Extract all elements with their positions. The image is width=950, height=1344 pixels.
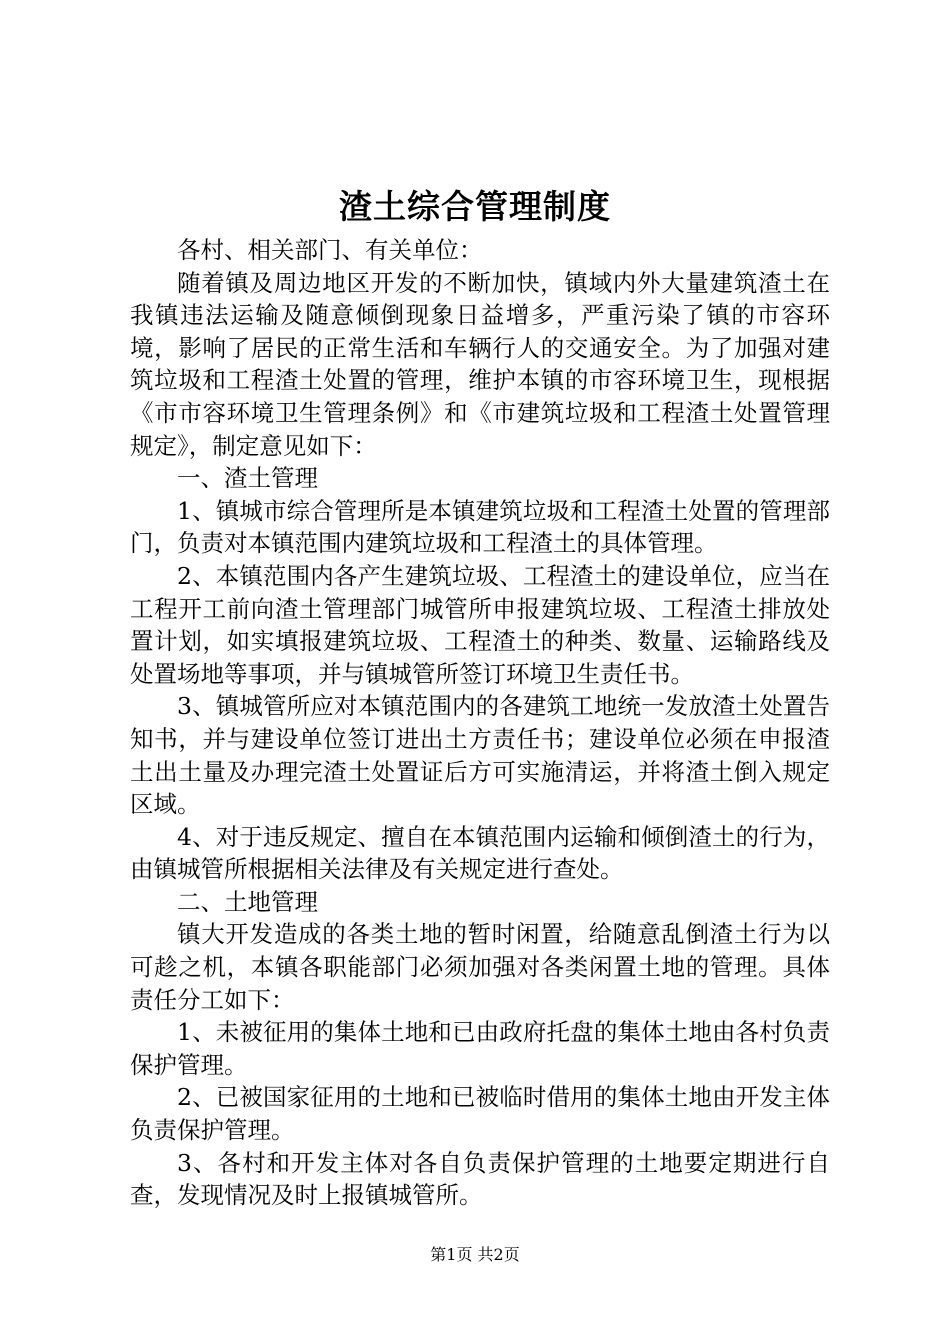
page-number-footer: 第1页 共2页: [430, 1245, 520, 1264]
paragraph-item: 1、未被征用的集体土地和已由政府托盘的集体土地由各村负责保护管理。: [130, 1018, 830, 1079]
document-body: [130, 234, 830, 1212]
section-heading-land-management: 二、土地管理: [177, 887, 318, 916]
document-title: 渣土综合管理制度: [339, 187, 611, 226]
paragraph-item: 4、对于违反规定、擅自在本镇范围内运输和倾倒渣土的行为，由镇城管所根据相关法律及有关规定进行查处。: [130, 822, 830, 884]
paragraph-item: 3、各村和开发主体对各自负责保护管理的土地要定期进行自查，发现情况及时上报镇城管所。: [130, 1148, 830, 1210]
paragraph-item: 3、镇城管所应对本镇范围内的各建筑工地统一发放渣土处置告知书，并与建设单位签订进出土方责任书；建设单位必须在申报渣土出土量及办理完渣土处置证后方可实施清运，并将渣土倒入规定区域。: [130, 692, 830, 819]
paragraph-intro: 随着镇及周边地区开发的不断加快，镇域内外大量建筑渣土在我镇违法运输及随意倾倒现象日益增多，严重污染了镇的市容环境，影响了居民的正常生活和车辆行人的交通安全。为了加强对建筑垃圾和工程渣土处置的管理，维护本镇的市容环境卫生，现根据《市市容环境卫生管理条例》和《市建筑垃圾和工程渣土处置管理规定》，制定意见如下：: [130, 268, 830, 460]
section-heading-residue-management: 一、渣土管理: [177, 464, 318, 493]
paragraph-salutation: 各村、相关部门、有关单位：: [177, 236, 483, 264]
paragraph-item: 1、镇城市综合管理所是本镇建筑垃圾和工程渣土处置的管理部门，负责对本镇范围内建筑垃圾和工程渣土的具体管理。: [130, 496, 830, 558]
paragraph-item: 2、已被国家征用的土地和已被临时借用的集体土地由开发主体负责保护管理。: [130, 1083, 830, 1145]
paragraph-item: 2、本镇范围内各产生建筑垃圾、工程渣土的建设单位，应当在工程开工前向渣土管理部门城管所申报建筑垃圾、工程渣土排放处置计划，如实填报建筑垃圾、工程渣土的种类、数量、运输路线及处置场地等事项，并与镇城管所签订环境卫生责任书。: [130, 561, 830, 688]
paragraph-land-intro: 镇大开发造成的各类土地的暂时闲置，给随意乱倒渣土行为以可趁之机，本镇各职能部门必须加强对各类闲置土地的管理。具体责任分工如下：: [130, 920, 830, 1014]
